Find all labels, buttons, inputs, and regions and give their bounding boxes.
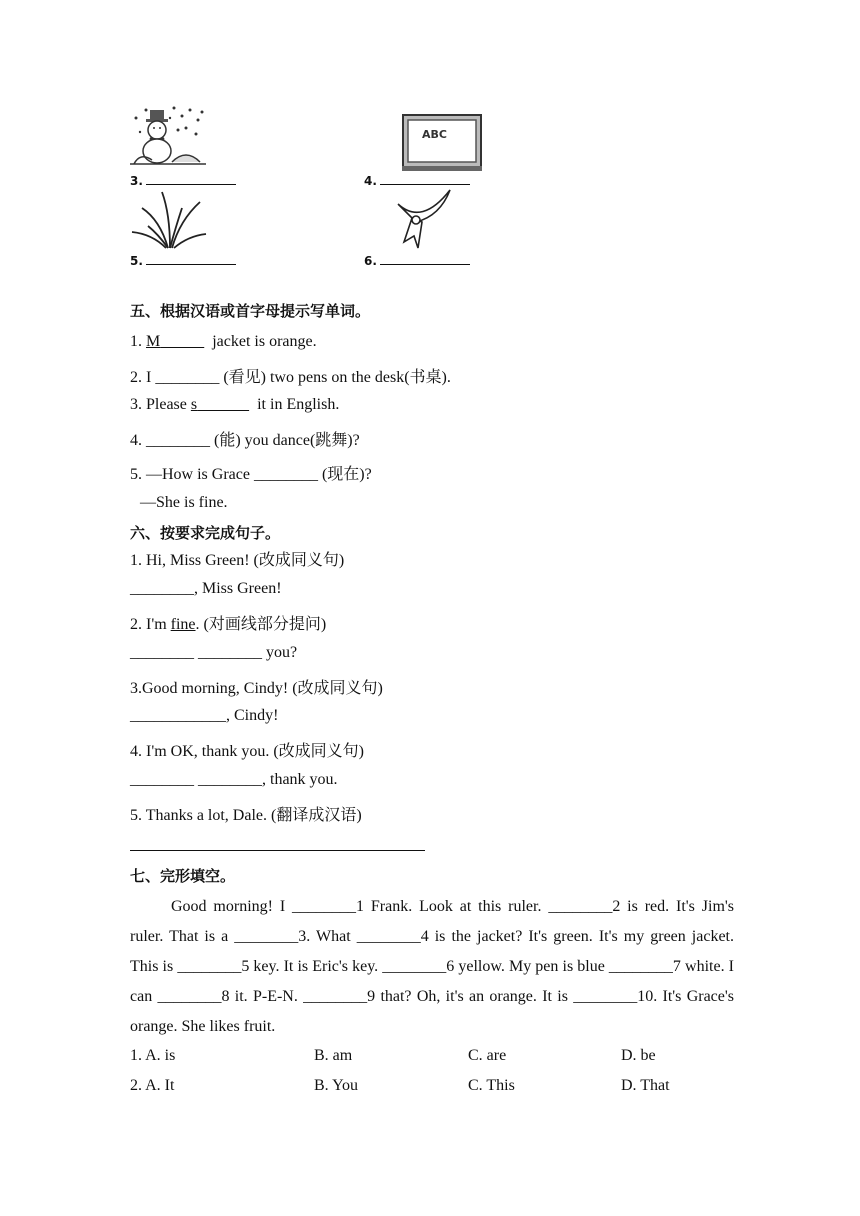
section6-question-3: 3.Good morning, Cindy! (改成同义句) <box>130 680 383 697</box>
option-2b[interactable]: B. You <box>314 1077 359 1094</box>
picture-item-5 <box>130 190 240 270</box>
answer-blank[interactable] <box>146 174 236 185</box>
section6-question-1: 1. Hi, Miss Green! (改成同义句) <box>130 552 345 569</box>
section6-answer-4[interactable]: ________ ________, thank you. <box>130 771 338 788</box>
picture-item-3 <box>130 104 240 190</box>
section6-answer-3[interactable]: ____________, Cindy! <box>130 707 279 724</box>
cloze-passage: Good morning! I ________1 Frank. Look at this ruler. ________2 is red. It's Jim's ruler. That is a ________3. What ________4 is the jacket? It's green. It's my green jacket. This is ________5 key. It is Eric's key. ________6 yellow. My pen is blue ________7 white. I can ________8 it. P-E-N. ________9 that? Oh, it's an orange. It is ________10. It's Grace's orange. She likes fruit. <box>130 898 734 1035</box>
section6-heading: 六、按要求完成句子。 <box>130 524 281 542</box>
option-1d[interactable]: D. be <box>621 1047 656 1064</box>
section6-question-4: 4. I'm OK, thank you. (改成同义句) <box>130 743 364 760</box>
scarf-icon <box>394 186 454 250</box>
section6-question-2: 2. I'm fine. (对画线部分提问) <box>130 616 327 633</box>
picture-item-6 <box>364 186 484 270</box>
section6-answer-2[interactable]: ________ ________ you? <box>130 644 298 661</box>
option-2a[interactable]: 2. A. It <box>130 1077 175 1094</box>
section5-answer-5: —She is fine. <box>140 494 228 511</box>
underlined-word: fine <box>170 616 196 633</box>
blackboard-icon <box>402 114 482 172</box>
section5-question-2: 2. I ________ (看见) two pens on the desk(书桌). <box>130 369 451 386</box>
option-1c[interactable]: C. are <box>468 1047 507 1064</box>
option-2c[interactable]: C. This <box>468 1077 515 1094</box>
section5-question-4: 4. ________ (能) you dance(跳舞)? <box>130 432 360 449</box>
picture-number: 5. <box>130 254 143 268</box>
option-1a[interactable]: 1. A. is <box>130 1047 176 1064</box>
answer-blank[interactable] <box>146 254 236 265</box>
picture-number: 4. <box>364 174 377 188</box>
blackboard-letters: ABC <box>422 128 447 141</box>
section6-answer-1[interactable]: ________, Miss Green! <box>130 580 282 597</box>
hint-letter-blank[interactable]: M <box>146 333 161 350</box>
picture-number: 3. <box>130 174 143 188</box>
hint-letter-blank[interactable]: s <box>190 396 198 413</box>
picture-number: 6. <box>364 254 377 268</box>
answer-blank[interactable] <box>380 254 470 265</box>
translation-answer-line[interactable] <box>130 850 425 851</box>
section5-heading: 五、根据汉语或首字母提示写单词。 <box>130 302 371 320</box>
section5-question-1: 1. M jacket is orange. <box>130 333 317 350</box>
answer-blank[interactable] <box>380 174 470 185</box>
section5-question-3: 3. Please s it in English. <box>130 396 340 413</box>
grass-icon <box>130 190 208 250</box>
section7-heading: 七、完形填空。 <box>130 867 236 885</box>
picture-item-4 <box>364 114 484 190</box>
section6-question-5: 5. Thanks a lot, Dale. (翻译成汉语) <box>130 807 362 824</box>
option-1b[interactable]: B. am <box>314 1047 353 1064</box>
option-2d[interactable]: D. That <box>621 1077 670 1094</box>
section5-question-5: 5. —How is Grace ________ (现在)? <box>130 466 372 483</box>
snowman-icon <box>130 104 206 166</box>
